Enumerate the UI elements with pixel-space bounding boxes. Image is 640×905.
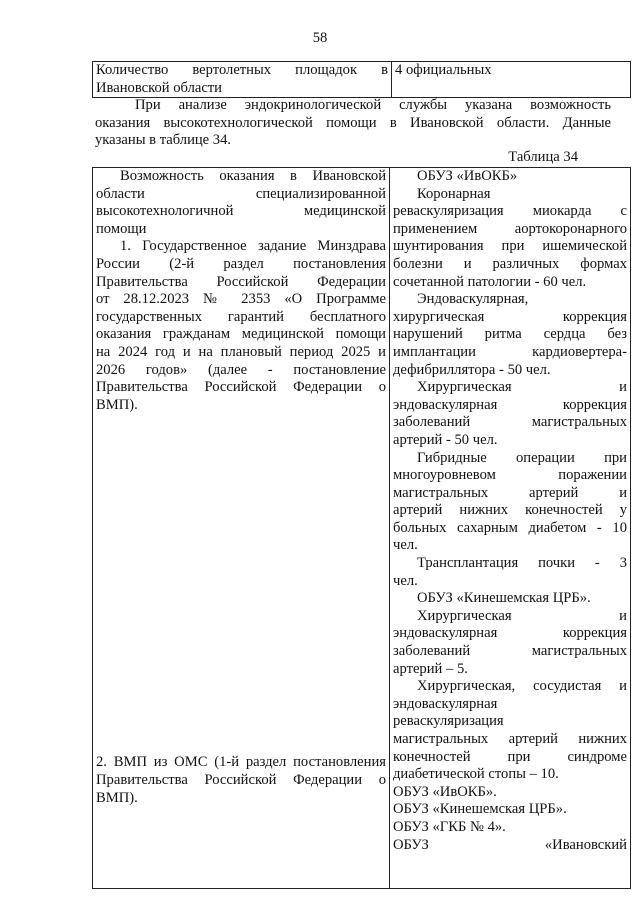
helipad-value-cell [392,62,631,98]
intro-line-3: указаны в таблице 34. [95,132,232,149]
item1-line-4: от 28.12.2023 № 2353 «О Программе [96,291,386,308]
p2-line-4: имплантации кардиовертера- [393,343,627,360]
p6-line-3: заболеваний магистральных [393,643,627,660]
omc-org-1: ОБУЗ «ИвОКБ». [393,783,497,800]
helipad-label-line-2: Ивановской области [96,79,222,96]
p7-line-3: реваскуляризация [393,713,504,730]
helipad-label-cell [93,62,392,98]
page-number: 58 [312,30,328,46]
helipad-table [92,61,631,98]
p3-line-4: артерий - 50 чел. [393,431,498,448]
item1-line-7: на 2024 год и на плановый период 2025 и [96,343,386,360]
item2-line-1: 2. ВМП из ОМС (1-й раздел постановления [96,754,386,771]
p2-line-5: дефибриллятора - 50 чел. [393,361,551,378]
intro-line-2: оказания высокотехнологической помощи в Ивановской области. Данные [95,114,611,131]
item1-line-2: России (2-й раздел постановления [96,255,386,272]
p3-line-2: эндоваскулярная коррекция [393,396,627,413]
item1-line-1: 1. Государственное задание Минздрава [120,238,386,255]
intro-paragraph [95,97,611,150]
item1-line-5: государственных гарантий бесплатного [96,308,386,325]
p2-line-2: хирургическая коррекция [393,308,627,325]
p2-line-3: нарушений ритма сердца без [393,326,627,343]
helipad-value: 4 официальных [395,62,492,78]
p3-line-1: Хирургическая и [417,379,627,396]
item1-line-6: оказания гражданам медицинской помощи [96,326,386,343]
omc-org-4-part-1: ОБУЗ [393,836,429,853]
item1-line-8: 2026 годов» (далее - постановление [96,361,386,378]
p5-line-1: Трансплантация почки - 3 [417,555,627,572]
p4-line-3: магистральных артерий и [393,484,627,501]
item1-line-9: Правительства Российской Федерации о [96,379,386,396]
p3-line-3: заболеваний магистральных [393,414,627,431]
omc-org-4 [393,837,627,855]
p7-line-1: Хирургическая, сосудистая и [417,678,627,695]
table-caption: Таблица 34 [508,149,578,165]
vmp-left-cell [93,168,390,889]
heading-line-3: высокотехнологичной медицинской [96,203,386,220]
p2-line-1: Эндоваскулярная, [417,291,529,308]
left-spacer [96,414,386,626]
p4-line-1: Гибридные операции при [417,449,627,466]
helipad-label-line-1: Количество вертолетных площадок в [96,62,388,78]
vmp-table [92,167,631,889]
p1-line-1: Коронарная [417,185,491,202]
p4-line-4: артерий нижних конечностей у [393,502,627,519]
p7-line-4: магистральных артерий нижних [393,731,627,747]
p4-line-2: многоуровневом поражении [393,467,627,484]
org-ivokb: ОБУЗ «ИвОКБ» [417,168,518,184]
p1-line-2: реваскуляризация миокарда с [393,203,627,220]
omc-org-4-part-2: «Ивановский [544,836,627,853]
p7-line-2: эндоваскулярная [393,695,498,712]
org-kineshma: ОБУЗ «Кинешемская ЦРБ». [417,590,591,607]
p5-line-2: чел. [393,572,418,589]
p7-line-5: конечностей при синдроме [393,748,627,765]
omc-org-2: ОБУЗ «Кинешемская ЦРБ». [393,801,567,818]
item1-line-3: Правительства Российской Федерации [96,273,386,290]
vmp-right-cell [390,168,631,889]
p1-line-5: болезни и различных формах [393,255,627,272]
p6-line-1: Хирургическая и [417,607,627,624]
omc-org-3: ОБУЗ «ГКБ № 4». [393,818,506,835]
p6-line-4: артерий – 5. [393,660,468,677]
p7-line-6: диабетической стопы – 10. [393,766,559,783]
item1-line-10: ВМП). [96,396,138,413]
p4-line-5: больных сахарным диабетом - 10 [393,519,627,536]
intro-line-1: При анализе эндокринологической службы указана возможность [135,97,611,113]
heading-line-2: области специализированной [96,185,386,202]
p1-line-6: сочетанной патологии - 60 чел. [393,273,587,290]
heading-line-4: помощи [96,220,147,237]
heading-line-1: Возможность оказания в Ивановской [120,168,386,184]
p6-line-2: эндоваскулярная коррекция [393,625,627,642]
item2-line-2: Правительства Российской Федерации о [96,771,386,788]
p1-line-4: шунтирования при ишемической [393,238,627,255]
p4-line-6: чел. [393,537,418,554]
p1-line-3: применением аортокоронарного [393,220,627,237]
item2-line-3: ВМП). [96,789,138,806]
